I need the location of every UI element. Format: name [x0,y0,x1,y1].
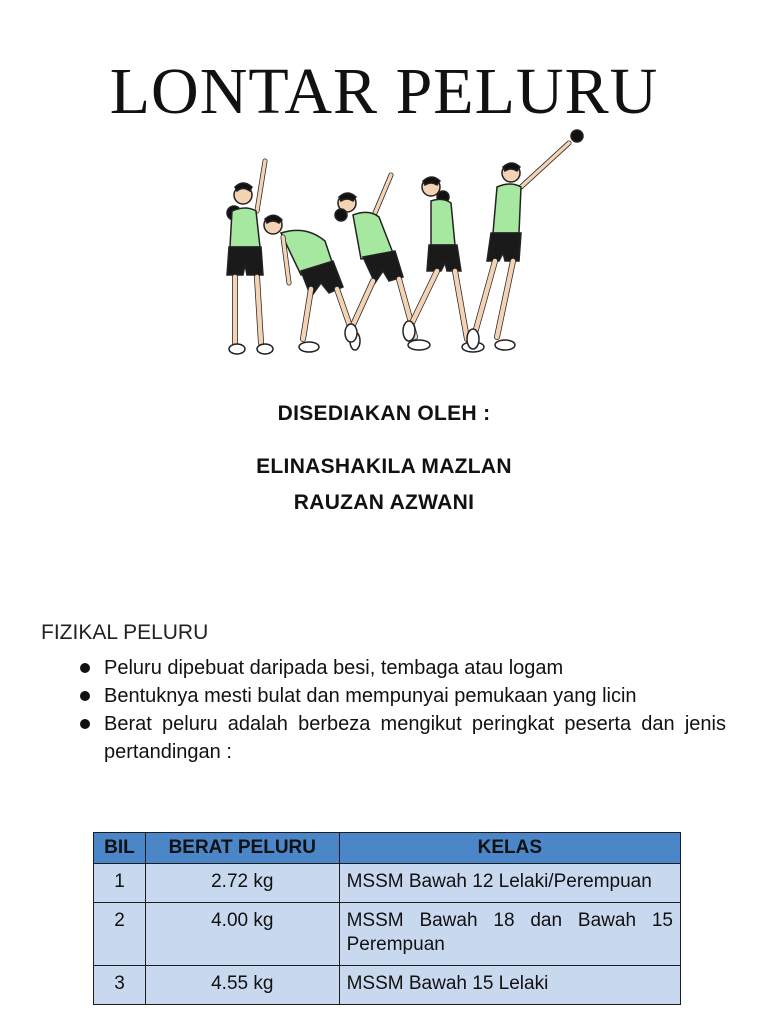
shot-put-illustration [205,125,585,365]
cell-bil: 1 [94,864,146,903]
athlete-figure-3 [335,175,430,350]
cell-kelas: MSSM Bawah 12 Lelaki/Perempuan [339,864,680,903]
cell-berat: 4.00 kg [145,903,339,966]
table-row [94,903,681,966]
cell-berat: 4.55 kg [145,966,339,1005]
cell-kelas: MSSM Bawah 18 dan Bawah 15 Perempuan [339,903,680,966]
author-name: ELINASHAKILA MAZLAN [256,455,512,478]
cell-kelas: MSSM Bawah 15 Lelaki [339,966,680,1005]
athlete-figure-5 [467,130,583,350]
header-bil: BIL [94,833,146,864]
bullet-item: Berat peluru adalah berbeza mengikut peringkat peserta dan jenis pertandingan : [78,710,726,766]
table-row [94,864,681,903]
section-heading: FIZIKAL PELURU [41,621,209,644]
athlete-figure-4 [403,177,484,352]
header-berat-peluru: BERAT PELURU [145,833,339,864]
table-header-row [94,833,681,864]
author-name: RAUZAN AZWANI [293,491,475,514]
cell-bil: 2 [94,903,146,966]
header-kelas: KELAS [339,833,680,864]
weight-table [93,832,681,1005]
shot-ball-icon [571,130,583,142]
table-row [94,966,681,1005]
bullet-item: Bentuknya mesti bulat dan mempunyai pemukaan yang licin [78,682,726,710]
page-title: LONTAR PELURU [109,55,659,128]
athlete-figure-1 [227,161,273,354]
bullet-item: Peluru dipebuat daripada besi, tembaga atau logam [78,654,726,682]
cell-bil: 3 [94,966,146,1005]
cell-berat: 2.72 kg [145,864,339,903]
bullet-list [78,654,726,766]
prepared-by-label: DISEDIAKAN OLEH : [277,402,491,425]
